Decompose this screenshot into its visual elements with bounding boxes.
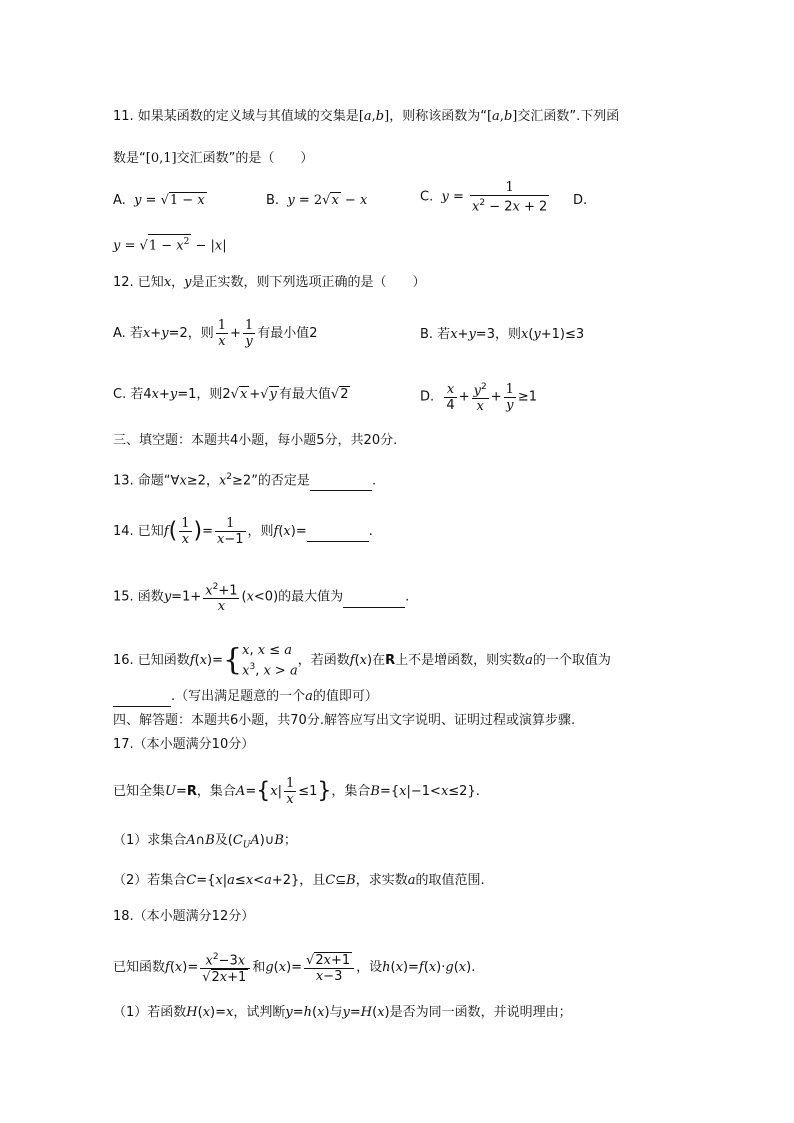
q16: 16. 已知函数f(x)={ x, x ≤ a $x^3$, x > a ，若函数f(x)在R上不是增函数，则实数a的一个取值为 [113, 642, 611, 679]
q11-option-d-label: D. [573, 193, 588, 208]
q11-option-d: $y = √1 - x^2 - |x|$ [113, 234, 227, 255]
q18-part1: （1）若函数H(x)=x，试判断y=h(x)与y=H(x)是否为同一函数，并说明理由； [113, 1005, 572, 1020]
q17-part2: （2）若集合C={x|a≤x<a+2}，且C⊆B，求实数a的取值范围. [113, 873, 485, 888]
q12-option-b: B. 若x+y=3，则x(y+1)≤3 [420, 327, 585, 342]
q16-answer-line: .（写出满足题意的一个a的值即可） [113, 688, 378, 707]
section-4-heading: 四、解答题：本题共6小题，共70分.解答应写出文字说明、证明过程或演算步骤. [113, 713, 576, 728]
q17-part1: （1）求集合A∩B及$(C_UA)\cup B$； [113, 833, 297, 851]
q12-option-d: D. $\frac{x}{4}$ + $\frac{y^2}{x}$ + $\frac{1}{y}$ ≥1 [420, 381, 538, 415]
q11-line2: 数是“[0,1]交汇函数”的是（ ） [113, 151, 314, 166]
q11-option-a: A. y = √1 − x [113, 193, 205, 208]
q11-option-c: C. y = $\frac{1}{x^2 - 2x + 2}$ [420, 180, 548, 215]
q11-option-b: B. y = 2√x − x [266, 193, 368, 208]
q11-line1: 11. 如果某函数的定义域与其值域的交集是[a,b]，则称该函数为“[a,b]交汇函数”.下列函 [113, 109, 620, 124]
q18-header: 18.（本小题满分12分） [113, 909, 255, 924]
q15: 15. 函数y=1+ $\frac{x^2+1}{x}$ (x<0)的最大值为 . [113, 582, 410, 615]
q12-option-c: C. 若4x+y=1，则2√x +√y 有最大值√2 [113, 387, 349, 402]
q12-stem: 12. 已知x，y是正实数，则下列选项正确的是（ ） [113, 275, 426, 290]
q12-option-a: A. 若x+y=2，则 $\frac{1}{x}$ + $\frac{1}{y}$ 有最小值2 [113, 318, 318, 349]
section-3-heading: 三、填空题：本题共4小题，每小题5分，共20分. [113, 433, 398, 448]
q13: 13. 命题“∀x≥2，$x^2\ge 2$”的否定是 . [113, 468, 376, 491]
q17-header: 17.（本小题满分10分） [113, 737, 255, 752]
q17-stem: 已知全集U=R，集合A={x| $\frac{1}{x}$ ≤1}，集合B={x|−1<x≤2}. [113, 776, 480, 807]
q18-stem: 已知函数f(x)= $\frac{x^2-3x}{√2x+1}$ 和g(x)= $\frac{√2x+1}{x-3}$ ，设h(x)=f(x)·g(x). [113, 952, 476, 986]
q14: 14. 已知f( $\frac{1}{x}$ )= $\frac{1}{x-1}$ ，则f(x)= . [113, 516, 373, 547]
